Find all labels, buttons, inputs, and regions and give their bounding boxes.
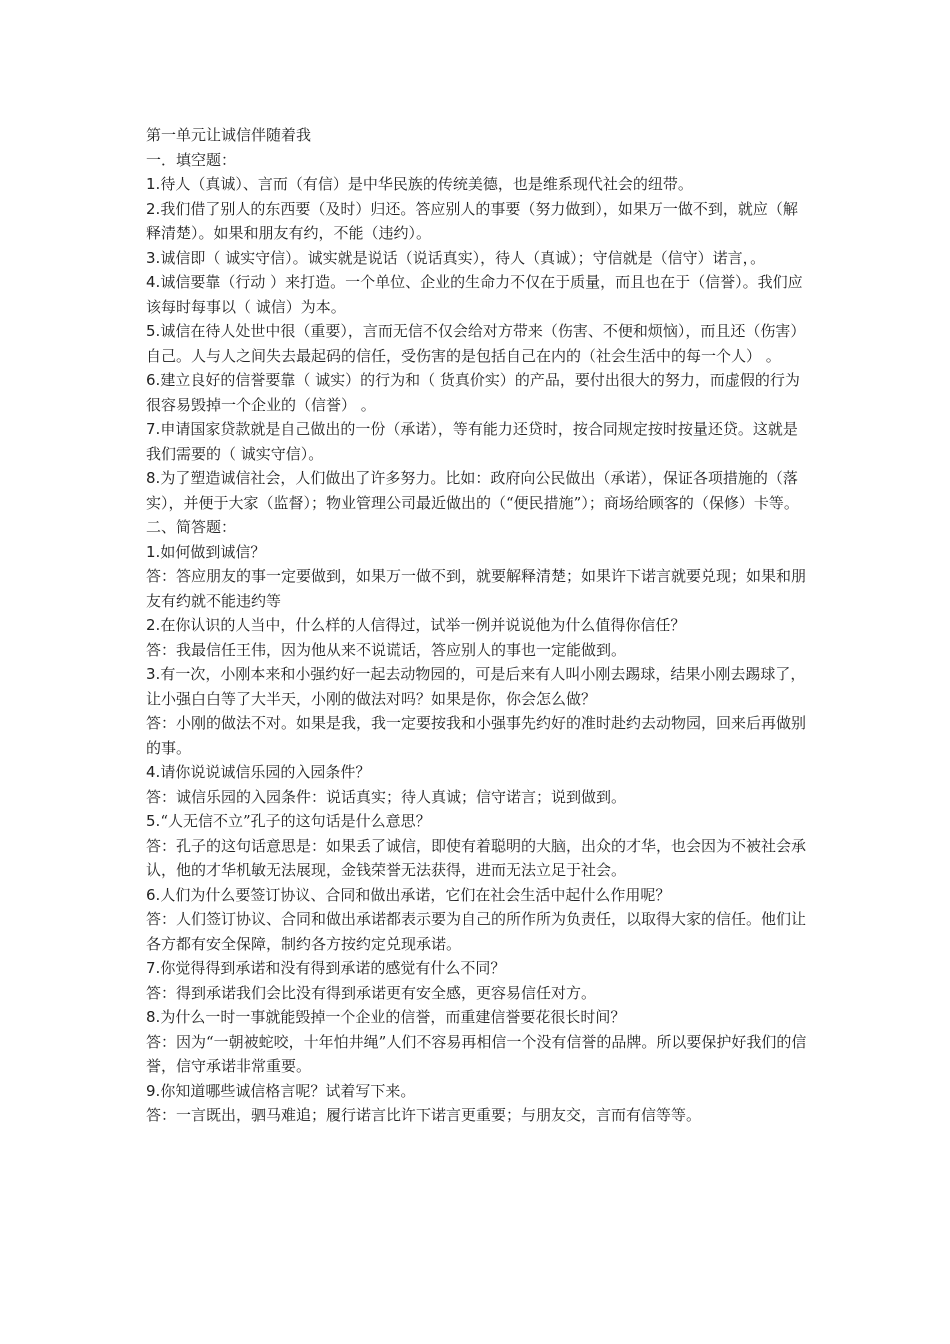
item-number: 5. bbox=[146, 322, 161, 340]
question-text: 如何做到诚信？ bbox=[160, 542, 266, 561]
fill-in-item bbox=[146, 319, 810, 368]
question-number: 4. bbox=[146, 763, 161, 781]
answer: 答：因为“一朝被蛇咬，十年怕井绳”人们不容易再相信一个没有信誉的品牌。所以要保护好我们的信誉，信守承诺非常重要。 bbox=[146, 1032, 807, 1075]
question-number: 3. bbox=[146, 665, 161, 683]
question-text: 你知道哪些诚信格言呢？试着写下来。 bbox=[160, 1081, 416, 1100]
item-number: 2. bbox=[146, 199, 161, 218]
section-heading-short-answer: 二、简答题： bbox=[146, 518, 237, 536]
question bbox=[146, 760, 810, 785]
item-number: 1. bbox=[146, 175, 161, 193]
fill-in-item bbox=[146, 246, 810, 271]
fill-in-item bbox=[146, 197, 810, 246]
question bbox=[146, 662, 810, 711]
fill-in-item bbox=[146, 368, 810, 417]
question-number: 6. bbox=[146, 885, 161, 904]
question bbox=[146, 613, 810, 638]
question bbox=[146, 540, 810, 565]
answer: 答：得到承诺我们会比没有得到承诺更有安全感，更容易信任对方。 bbox=[146, 983, 597, 1002]
question bbox=[146, 1079, 810, 1104]
question bbox=[146, 883, 810, 908]
item-number: 4. bbox=[146, 273, 161, 291]
fill-in-item bbox=[146, 417, 810, 466]
answer: 答：诚信乐园的入园条件：说话真实；待人真诚；信守诺言；说到做到。 bbox=[146, 787, 627, 806]
question-number: 1. bbox=[146, 542, 161, 561]
question-number: 8. bbox=[146, 1008, 161, 1026]
question-text: 请你说说诚信乐园的入园条件？ bbox=[160, 763, 371, 781]
item-number: 8. bbox=[146, 469, 161, 487]
answer: 答：一言既出，驷马难追；履行诺言比许下诺言更重要；与朋友交，言而有信等等。 bbox=[146, 1106, 702, 1124]
fill-in-item bbox=[146, 270, 810, 319]
answer: 答：孔子的这句话意思是：如果丢了诚信，即使有着聪明的大脑，出众的才华，也会因为不被社会承认，他的才华机敏无法展现，金钱荣誉无法获得，进而无法立足于社会。 bbox=[146, 836, 807, 879]
fill-in-item bbox=[146, 466, 810, 515]
question-text: 有一次，小刚本来和小强约好一起去动物园的，可是后来有人叫小刚去踢球，结果小刚去踢球了，让小强白白等了大半天，小刚的做法对吗？如果是你，你会怎么做？ bbox=[146, 665, 806, 708]
answer: 答：小刚的做法不对。如果是我，我一定要按我和小强事先约好的准时赴约去动物园，回来后再做别的事。 bbox=[146, 714, 807, 757]
answer: 答：答应朋友的事一定要做到，如果万一做不到，就要解释清楚；如果许下诺言就要兑现；如果和朋友有约就不能违约等 bbox=[146, 567, 807, 610]
section-heading-fill-in: 一．填空题： bbox=[146, 150, 237, 169]
question bbox=[146, 809, 810, 834]
question-text: 你觉得得到承诺和没有得到承诺的感觉有什么不同？ bbox=[160, 959, 506, 977]
question-number: 2. bbox=[146, 616, 161, 634]
item-text: 诚信要靠（行动 ）来打造。一个单位、企业的生命力不仅在于质量，而且也在于（信誉）。我们应该每时每事以（ 诚信）为本。 bbox=[146, 273, 803, 316]
item-text: 建立良好的信誉要靠（ 诚实）的行为和（ 货真价实）的产品，要付出很大的努力，而虚假的行为很容易毁掉一个企业的（信誉） 。 bbox=[146, 371, 800, 414]
question-text: 人们为什么要签订协议、合同和做出承诺，它们在社会生活中起什么作用呢？ bbox=[160, 885, 671, 904]
item-text: 为了塑造诚信社会，人们做出了许多努力。比如：政府向公民做出（承诺），保证各项措施的（落实），并便于大家（监督）；物业管理公司最近做出的（“便民措施”）；商场给顾客的（保修）卡等。 bbox=[146, 469, 799, 512]
fill-in-item bbox=[146, 172, 810, 197]
answer: 答：人们签订协议、合同和做出承诺都表示要为自己的所作所为负责任，以取得大家的信任。他们让各方都有安全保障，制约各方按约定兑现承诺。 bbox=[146, 910, 807, 953]
item-number: 3. bbox=[146, 248, 161, 267]
item-number: 6. bbox=[146, 371, 161, 389]
item-text: 诚信在待人处世中很（重要），言而无信不仅会给对方带来（伤害、不便和烦恼），而且还（伤害）自己。人与人之间失去最起码的信任，受伤害的是包括自己在内的（社会生活中的每一个人） 。 bbox=[146, 322, 806, 365]
item-number: 7. bbox=[146, 420, 161, 438]
document-title: 第一单元让诚信伴随着我 bbox=[146, 126, 312, 144]
question-text: 在你认识的人当中，什么样的人信得过，试举一例并说说他为什么值得你信任？ bbox=[160, 616, 686, 634]
item-text: 待人（真诚）、言而（有信）是中华民族的传统美德，也是维系现代社会的纽带。 bbox=[160, 175, 693, 193]
item-text: 我们借了别人的东西要（及时）归还。答应别人的事要（努力做到），如果万一做不到，就应（解释清楚）。如果和朋友有约，不能（违约）。 bbox=[146, 199, 798, 242]
question-text: 为什么一时一事就能毁掉一个企业的信誉，而重建信誉要花很长时间？ bbox=[160, 1008, 626, 1026]
document-body bbox=[146, 123, 810, 1128]
question bbox=[146, 956, 810, 981]
item-text: 诚信即（ 诚实守信）。诚实就是说话（说话真实），待人（真诚）；守信就是（信守）诺言，。 bbox=[160, 248, 766, 267]
question-number: 9. bbox=[146, 1081, 161, 1100]
question-number: 7. bbox=[146, 959, 161, 977]
question bbox=[146, 1005, 810, 1030]
question-text: “人无信不立”孔子的这句话是什么意思？ bbox=[160, 812, 431, 830]
answer: 答：我最信任王伟，因为他从来不说谎话，答应别人的事也一定能做到。 bbox=[146, 640, 627, 659]
item-text: 申请国家贷款就是自己做出的一份（承诺），等有能力还贷时，按合同规定按时按量还贷。这就是我们需要的（ 诚实守信）。 bbox=[146, 420, 798, 463]
question-number: 5. bbox=[146, 812, 161, 830]
